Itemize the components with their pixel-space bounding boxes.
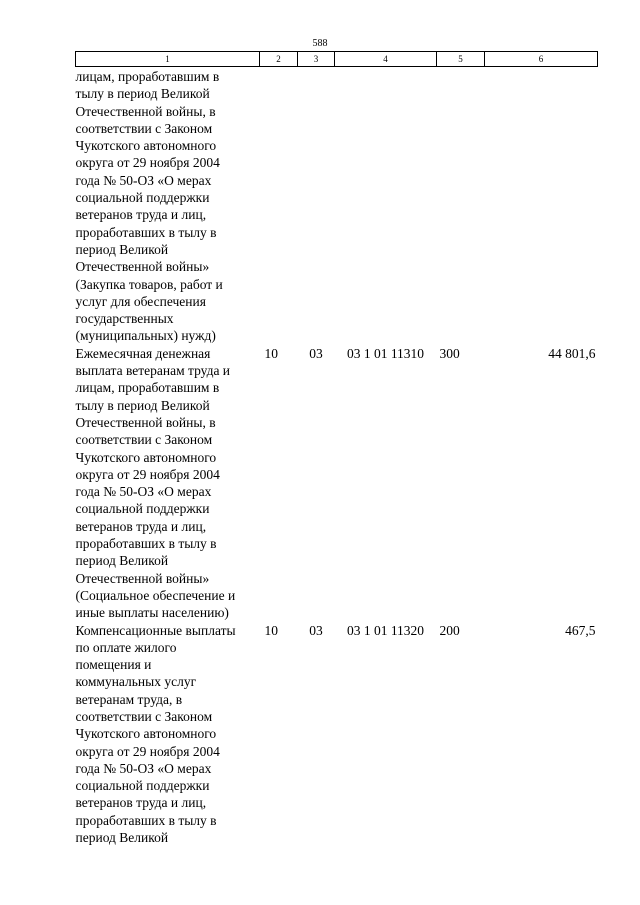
row-name-cell: лицам, проработавшим в тылу в период Великой Отечественной войны, в соответствии с Законом Чукотского автономного округа от 29 ноября 2004 года № 50-ОЗ «О мерах социальной поддержки ветеранов труда и лиц, проработавших в тылу в период Великой Отечественной войны» (Закупка товаров, работ и услуг для обеспечения государственных (муниципальных) нужд) — [75, 69, 223, 344]
target-article-cell: 03 1 01 11320 — [346, 622, 425, 638]
column-header-3: 3 — [298, 52, 335, 67]
subsection-cell: 03 — [309, 345, 323, 361]
expense-type-cell — [437, 67, 485, 345]
table-row — [76, 622, 598, 847]
table-row — [76, 67, 598, 345]
column-header-4: 4 — [335, 52, 437, 67]
amount-cell: 467,5 — [565, 622, 596, 638]
section-cell: 10 — [264, 345, 278, 361]
target-article-cell — [335, 67, 437, 345]
subsection-cell — [298, 67, 335, 345]
expense-type-cell: 200 — [439, 622, 460, 638]
section-cell: 10 — [264, 622, 278, 638]
column-number-row — [76, 52, 598, 67]
column-header-5: 5 — [437, 52, 485, 67]
column-header-2: 2 — [260, 52, 298, 67]
subsection-cell: 03 — [309, 622, 323, 638]
target-article-cell: 03 1 01 11310 — [346, 345, 425, 361]
amount-cell — [485, 67, 598, 345]
row-name-cell: Компенсационные выплаты по оплате жилого помещения и коммунальных услуг ветеранам труда, в соответствии с Законом Чукотского автономного округа от 29 ноября 2004 года № 50-ОЗ «О мерах социальной поддержки ветеранов труда и лиц, проработавших в тылу в период Великой — [75, 622, 236, 846]
table-row — [76, 345, 598, 622]
column-header-6: 6 — [485, 52, 598, 67]
row-name-cell: Ежемесячная денежная выплата ветеранам труда и лицам, проработавшим в тылу в период Великой Отечественной войны, в соответствии с Законом Чукотского автономного округа от 29 ноября 2004 года № 50-ОЗ «О мерах социальной поддержки ветеранов труда и лиц, проработавших в тылу в период Великой Отечественной войны» (Социальное обеспечение и иные выплаты населению) — [75, 345, 236, 621]
column-header-1: 1 — [76, 52, 260, 67]
page-number: 588 — [312, 38, 328, 49]
budget-table — [75, 51, 598, 846]
amount-cell: 44 801,6 — [548, 345, 596, 361]
section-cell — [260, 67, 298, 345]
expense-type-cell: 300 — [439, 345, 460, 361]
